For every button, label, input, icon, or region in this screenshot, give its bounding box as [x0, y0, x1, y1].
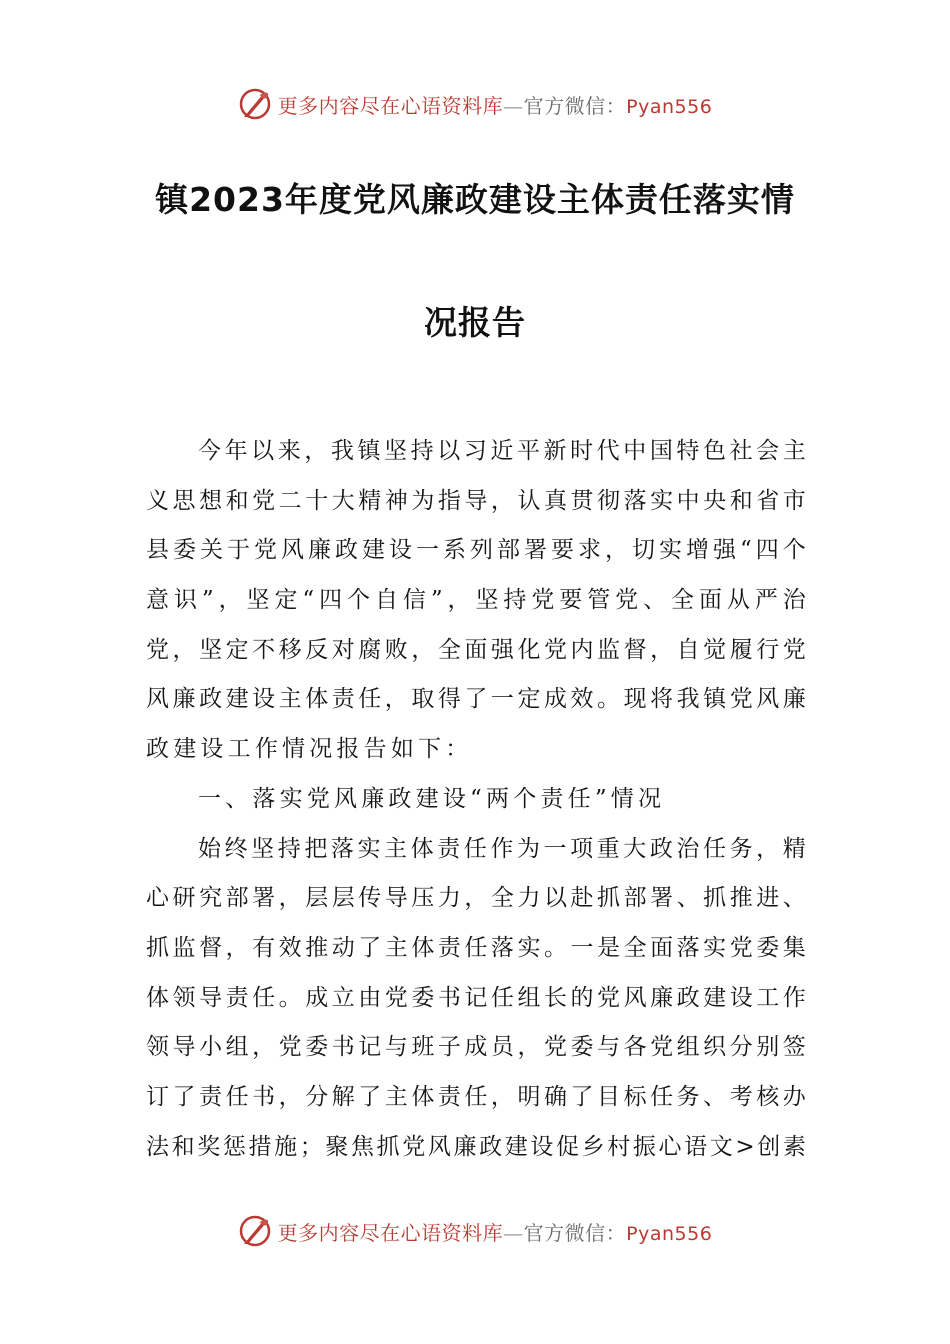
watermark-brand: 更多内容尽在心语资料库 — [277, 1220, 504, 1245]
watermark-official: 官方微信： — [523, 1220, 627, 1245]
text-line: 抓 监 督 ， 有 效 推 动 了 主 体 责 任 落 实 。 一 是 全 面 落 实 党 委 集 — [146, 934, 806, 961]
text-line: 始 终 坚 持 把 落 实 主 体 责 任 作 为 一 项 重 大 政 治 任 务 ， 精 — [198, 835, 806, 862]
text-line: 心 研 究 部 署 ， 层 层 传 导 压 力 ， 全 力 以 赴 抓 部 署 、 抓 推 进 、 — [146, 885, 806, 912]
text-line: 订 了 责 任 书 ， 分 解 了 主 体 责 任 ， 明 确 了 目 标 任 务 、 考 核 办 — [146, 1083, 806, 1110]
watermark-header — [0, 84, 950, 124]
document-title-line-1: 镇2023年度党风廉政建设主体责任落实情 — [155, 180, 795, 219]
watermark-footer — [0, 1211, 950, 1251]
watermark-official: 官方微信： — [523, 93, 627, 118]
watermark-dash: — — [503, 1220, 524, 1245]
text-line: 县 委 关 于 党 风 廉 政 建 设 一 系 列 部 署 要 求 ， 切 实 增 强 “ 四 个 — [146, 537, 806, 564]
text-line: 今 年 以 来 ， 我 镇 坚 持 以 习 近 平 新 时 代 中 国 特 色 社 会 主 — [198, 438, 806, 464]
watermark-text — [278, 1217, 713, 1246]
text-line: 义 思 想 和 党 二 十 大 精 神 为 指 导 ， 认 真 贯 彻 落 实 中 央 和 省 市 — [146, 487, 806, 514]
text-line: 领 导 小 组 ， 党 委 书 记 与 班 子 成 员 ， 党 委 与 各 党 组 织 分 别 签 — [146, 1034, 806, 1061]
watermark-dash: — — [503, 93, 524, 118]
document-body — [146, 427, 806, 1172]
text-line: 政 建 设 工 作 情 况 报 告 如 下 ： — [146, 736, 473, 763]
text-line: 体 领 导 责 任 。 成 立 由 党 委 书 记 任 组 长 的 党 风 廉 政 建 设 工 作 — [146, 984, 806, 1011]
quill-logo-icon — [238, 1214, 272, 1248]
text-line: 法 和 奖 惩 措 施 ； 聚 焦 抓 党 风 廉 政 建 设 促 乡 村 振 心 语 文 > 创 素 — [146, 1133, 806, 1160]
text-line: 党 ， 坚 定 不 移 反 对 腐 败 ， 全 面 强 化 党 内 监 督 ， 自 觉 履 行 党 — [146, 636, 806, 663]
watermark-wechat-id: Pyan556 — [626, 95, 713, 118]
watermark-wechat-id: Pyan556 — [626, 1222, 713, 1245]
text-line: 意 识 ” ， 坚 定 “ 四 个 自 信 ” ， 坚 持 党 要 管 党 、 全 面 从 严 治 — [146, 587, 806, 614]
watermark-text — [278, 90, 713, 119]
section-heading: 一 、 落 实 党 风 廉 政 建 设 “ 两 个 责 任 ” 情 况 — [198, 785, 666, 812]
document-title-line-2: 况报告 — [424, 303, 526, 342]
quill-logo-icon — [238, 87, 272, 121]
watermark-brand: 更多内容尽在心语资料库 — [277, 93, 504, 118]
text-line: 风 廉 政 建 设 主 体 责 任 ， 取 得 了 一 定 成 效 。 现 将 我 镇 党 风 廉 — [146, 686, 806, 713]
